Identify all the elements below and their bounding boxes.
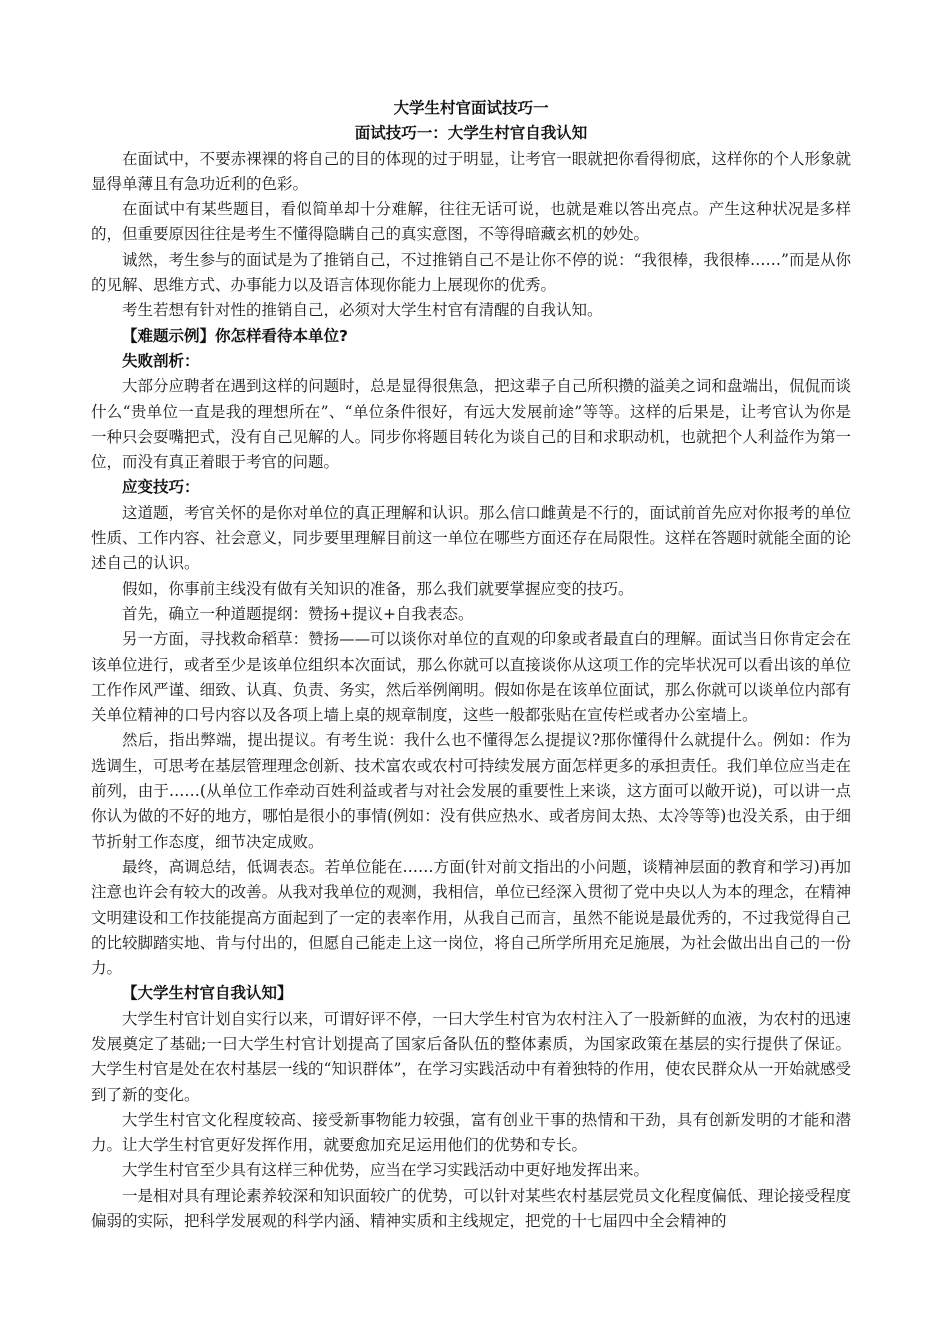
document-title: 大学生村官面试技巧一 xyxy=(393,99,549,117)
body-paragraph: 大学生村官文化程度较高、接受新事物能力较强，富有创业干事的热情和干劲，具有创新发明的才能和潜力。让大学生村官更好发挥作用，就要愈加充足运用他们的优势和专长。 xyxy=(91,1110,851,1155)
document-body xyxy=(91,147,851,1235)
document-page xyxy=(91,96,851,1234)
body-paragraph: 在面试中，不要赤裸裸的将自己的目的体现的过于明显，让考官一眼就把你看得彻底，这样你的个人形象就显得单薄且有急功近利的色彩。 xyxy=(91,149,851,193)
body-paragraph: 在面试中有某些题目，看似简单却十分难解，往往无话可说，也就是难以答出亮点。产生这种状况是多样的，但重要原因往往是考生不懂得隐瞒自己的真实意图，不等得暗藏玄机的妙处。 xyxy=(91,200,851,244)
body-paragraph: 大部分应聘者在遇到这样的问题时，总是显得很焦急，把这辈子自己所积攒的溢美之词和盘端出，侃侃而谈什么“贵单位一直是我的理想所在”、“单位条件很好，有远大发展前途”等等。这样的后果是，让考官认为你是一种只会耍嘴把式，没有自己见解的人。同步你将题目转化为谈自己的目和求职动机，也就把个人利益作为第一位，而没有真正着眼于考官的问题。 xyxy=(91,377,851,472)
body-paragraph: 这道题，考官关怀的是你对单位的真正理解和认识。那么信口雌黄是不行的，面试前首先应对你报考的单位性质、工作内容、社会意义，同步要里理解目前这一单位在哪些方面还存在局限性。这样在答题时就能全面的论述自己的认识。 xyxy=(91,503,851,573)
body-paragraph: 一是相对具有理论素养较深和知识面较广的优势，可以针对某些农村基层党员文化程度偏低、理论接受程度偏弱的实际，把科学发展观的科学内涵、精神实质和主线规定，把党的十七届四中全会精神的 xyxy=(91,1186,851,1231)
body-paragraph: 假如，你事前主线没有做有关知识的准备，那么我们就要掌握应变的技巧。 xyxy=(122,579,634,598)
body-paragraph: 诚然，考生参与的面试是为了推销自己，不过推销自己不是让你不停的说：“我很棒，我很棒……”而是从你的见解、思维方式、办事能力以及语言体现你能力上展现你的优秀。 xyxy=(91,250,851,295)
section-heading: 【大学生村官自我认知】 xyxy=(122,984,293,1003)
body-paragraph: 大学生村官计划自实行以来，可谓好评不停，一曰大学生村官为农村注入了一股新鲜的血液，为农村的迅速发展奠定了基础;一曰大学生村官计划提高了国家后备队伍的整体素质，为国家政策在基层的实行提供了保证。大学生村官是处在农村基层一线的“知识群体”，在学习实践活动中有着独特的作用，使农民群众从一开始就感受到了新的变化。 xyxy=(91,1009,851,1104)
body-paragraph: 然后，指出弊端，提出提议。有考生说：我什么也不懂得怎么提提议?那你懂得什么就提什么。例如：作为选调生，可思考在基层管理理念创新、技术富农或农村可持续发展方面怎样更多的承担责任。我们单位应当走在前列，由于……(从单位工作牵动百姓利益或者与对社会发展的重要性上来谈，这方面可以敞开说)，可以讲一点你认为做的不好的地方，哪怕是很小的事情(例如：没有供应热水、或者房间太热、太冷等等)也没关系，由于细节折射工作态度，细节决定成败。 xyxy=(91,731,851,851)
body-paragraph: 最终，高调总结，低调表态。若单位能在……方面(针对前文指出的小问题，谈精神层面的教育和学习)再加注意也许会有较大的改善。从我对我单位的观测，我相信，单位已经深入贯彻了党中央以人为本的理念，在精神文明建设和工作技能提高方面起到了一定的表率作用，从我自己而言，虽然不能说是最优秀的，不过我觉得自己的比较脚踏实地、肯与付出的，但愿自己能走上这一岗位，将自己所学所用充足施展，为社会做出出自己的一份力。 xyxy=(91,857,851,978)
body-paragraph: 首先，确立一种道题提纲：赞扬+提议+自我表态。 xyxy=(122,604,474,623)
body-paragraph: 另一方面，寻找救命稻草：赞扬——可以谈你对单位的直观的印象或者最直白的理解。面试当日你肯定会在该单位进行，或者至少是该单位组织本次面试，那么你就可以直接谈你从这项工作的完毕状况可以看出该的单位工作作风严谨、细致、认真、负责、务实，然后举例阐明。假如你是在该单位面试，那么你就可以谈单位内部有关单位精神的口号内容以及各项上墙上桌的规章制度，这些一般都张贴在宣传栏或者办公室墙上。 xyxy=(91,630,851,725)
section-heading: 失败剖析： xyxy=(122,351,200,370)
document-subtitle: 面试技巧一：大学生村官自我认知 xyxy=(354,124,588,143)
section-heading: 【难题示例】你怎样看待本单位? xyxy=(122,326,348,345)
body-paragraph: 大学生村官至少具有这样三种优势，应当在学习实践活动中更好地发挥出来。 xyxy=(122,1161,650,1180)
section-heading: 应变技巧： xyxy=(122,478,200,497)
body-paragraph: 考生若想有针对性的推销自己，必须对大学生村官有清醒的自我认知。 xyxy=(122,301,603,320)
